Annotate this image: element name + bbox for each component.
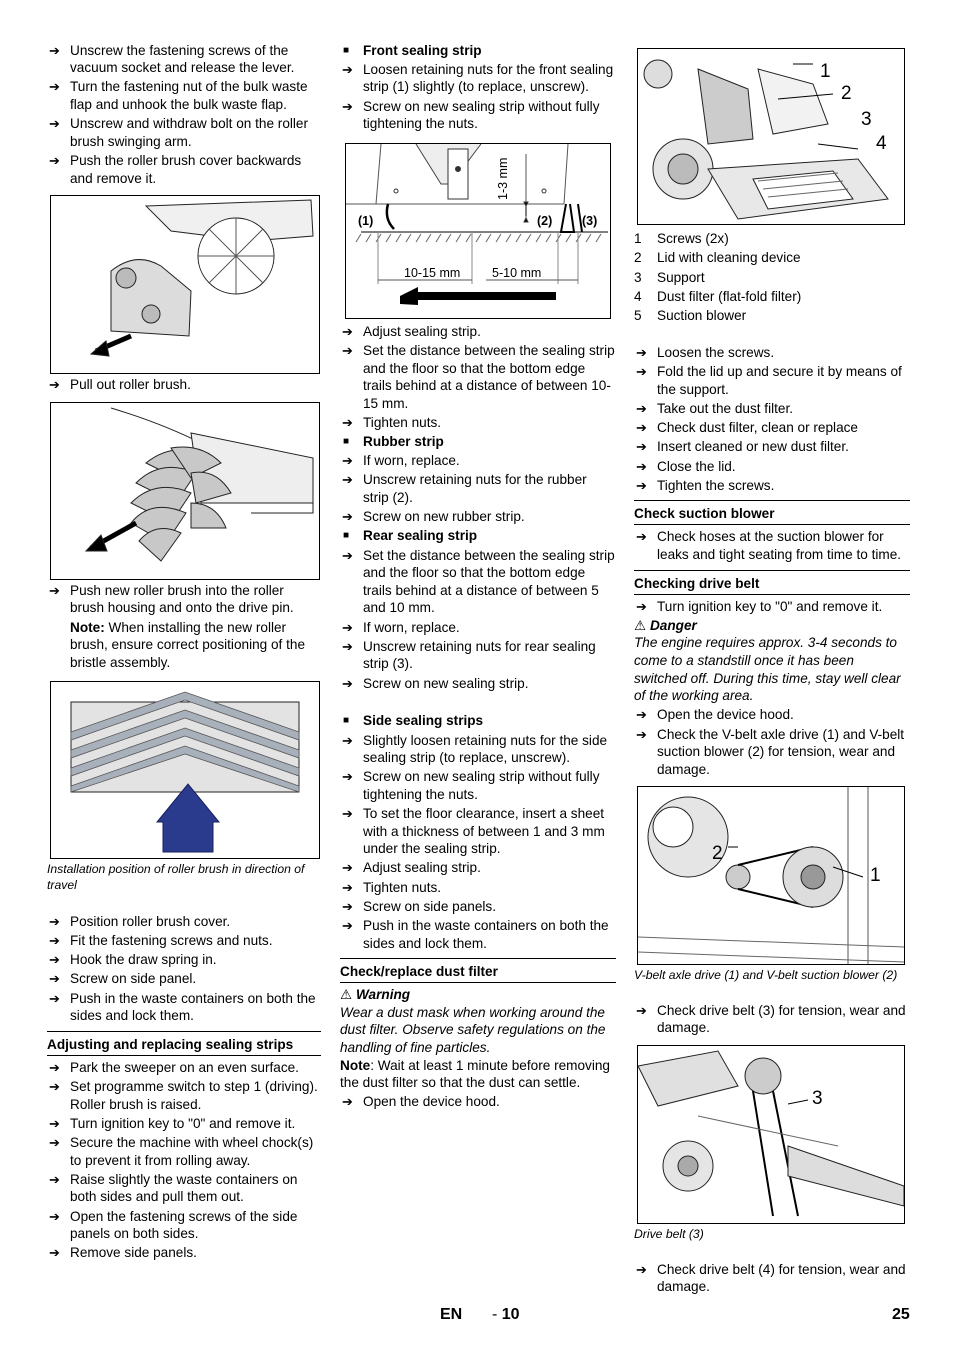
step: ➔ Slightly loosen retaining nuts for the side sealing strip (to replace, unscrew). [342, 732, 608, 766]
step: ➔ Push new roller brush into the roller brush housing and onto the drive pin. [49, 582, 294, 616]
arrow-right-icon: ➔ [342, 860, 353, 876]
diagram-label-1: (1) [358, 213, 374, 228]
figure-label: 2 [712, 843, 723, 865]
arrow-right-icon: ➔ [342, 547, 353, 563]
arrow-right-icon: ➔ [49, 79, 60, 95]
arrow-right-icon: ➔ [49, 582, 60, 598]
column-2 [340, 40, 616, 1113]
figure-dust-filter [637, 48, 905, 225]
arrow-right-icon: ➔ [636, 1261, 647, 1277]
diagram-label-3: (3) [582, 213, 598, 228]
arrow-right-icon: ➔ [49, 377, 60, 393]
warning-heading: ⚠ Warning [340, 987, 411, 1003]
column-1 [47, 40, 321, 1264]
diagram-label-2: (2) [537, 213, 553, 228]
figure-label: 4 [876, 133, 887, 154]
arrow-right-icon: ➔ [636, 707, 647, 723]
figure-legend [634, 229, 910, 325]
legend-item: 1 Screws (2x) [634, 231, 729, 246]
arrow-right-icon: ➔ [49, 152, 60, 168]
step: ➔ Remove side panels. [49, 1245, 197, 1261]
step: ➔ Screw on side panels. [342, 898, 496, 914]
subheading-front-sealing-strip: ■ Front sealing strip [343, 42, 482, 58]
step: ➔ Check hoses at the suction blower for leaks and tight seating from time to time. [636, 529, 902, 562]
step: ➔ Secure the machine with wheel chock(s) to prevent it from rolling away. [49, 1134, 314, 1168]
arrow-right-icon: ➔ [636, 345, 647, 361]
step: ➔ If worn, replace. [342, 453, 460, 469]
footer-page-number: 25 [892, 1306, 910, 1323]
footer-subpage: - 10 [492, 1306, 520, 1323]
arrow-right-icon: ➔ [49, 933, 60, 949]
step: ➔ Screw on new sealing strip without fully tightening the nuts. [342, 98, 600, 132]
arrow-right-icon: ➔ [342, 472, 353, 488]
section-heading-drive-belt: Checking drive belt [634, 570, 910, 595]
square-bullet-icon: ■ [343, 44, 350, 56]
figure-label: 1 [820, 61, 831, 82]
step: ➔ Turn ignition key to "0" and remove it. [49, 1115, 296, 1131]
legend-item: 2 Lid with cleaning device [634, 250, 801, 266]
sealing-strip-diagram [346, 144, 610, 318]
section-heading-sealing-strips: Adjusting and replacing sealing strips [47, 1031, 321, 1056]
arrow-right-icon: ➔ [342, 769, 353, 785]
step: ➔ Unscrew the fastening screws of the vacuum socket and release the lever. [49, 42, 295, 76]
arrow-right-icon: ➔ [636, 1002, 647, 1018]
footer-language: EN [440, 1306, 463, 1323]
step: ➔ Unscrew retaining nuts for rear sealing strip (3). [342, 638, 596, 672]
figure-caption: Installation position of roller brush in direction of travel [47, 862, 305, 893]
arrow-right-icon: ➔ [342, 638, 353, 654]
arrow-right-icon: ➔ [49, 1115, 60, 1131]
arrow-right-icon: ➔ [49, 990, 60, 1006]
step: ➔ Turn the fastening nut of the bulk waste flap and unhook the bulk waste flap. [49, 79, 308, 112]
arrow-right-icon: ➔ [342, 323, 353, 339]
figure-label: 2 [841, 83, 852, 104]
step: ➔ Tighten the screws. [636, 477, 775, 493]
arrow-left-icon [400, 287, 556, 305]
arrow-right-icon: ➔ [342, 342, 353, 358]
danger-heading: ⚠ Danger [634, 617, 697, 633]
arrow-right-icon: ➔ [636, 364, 647, 380]
arrow-right-icon: ➔ [342, 453, 353, 469]
figure-label: 1 [870, 865, 881, 887]
arrow-right-icon: ➔ [342, 98, 353, 114]
arrow-right-icon: ➔ [49, 1171, 60, 1187]
arrow-right-icon: ➔ [342, 732, 353, 748]
arrow-right-icon: ➔ [342, 1094, 353, 1110]
step: ➔ If worn, replace. [342, 619, 460, 635]
danger-text: The engine requires approx. 3-4 seconds to come to a standstill once it has been switched off. During this time, stay well clear of the working area. [634, 635, 901, 704]
step: ➔ Screw on new sealing strip without fully tightening the nuts. [342, 769, 600, 802]
roller-brush-cover-illustration [51, 196, 319, 373]
step: ➔ Loosen the screws. [636, 345, 775, 361]
dust-filter-illustration [638, 49, 904, 224]
arrow-right-icon: ➔ [342, 918, 353, 934]
arrow-right-icon: ➔ [636, 401, 647, 417]
steps-a [634, 344, 910, 494]
warning-triangle-icon: ⚠ [340, 987, 353, 1003]
arrow-right-icon: ➔ [49, 42, 60, 58]
step: ➔ Fit the fastening screws and nuts. [49, 933, 273, 949]
step: ➔ Set the distance between the sealing strip and the floor so that the bottom edge trails behind at a distance of between 10-15 mm. [342, 342, 615, 411]
step: ➔ Push in the waste containers on both the sides and lock them. [342, 918, 609, 951]
arrow-right-icon: ➔ [636, 477, 647, 493]
step: ➔ Adjust sealing strip. [342, 860, 481, 876]
square-bullet-icon: ■ [343, 530, 350, 542]
step: ➔ Close the lid. [636, 458, 736, 474]
section-heading-suction-blower: Check suction blower [634, 500, 910, 525]
legend-item: 3 Support [634, 269, 705, 285]
step: ➔ Park the sweeper on an even surface. [49, 1059, 299, 1075]
legend-item: 5 Suction blower [634, 308, 747, 324]
step: ➔ Position roller brush cover. [49, 913, 231, 929]
figure-caption: Drive belt (3) [634, 1227, 704, 1242]
steps-a [47, 42, 321, 188]
arrow-right-icon: ➔ [636, 598, 647, 614]
square-bullet-icon: ■ [343, 436, 350, 448]
arrow-right-icon: ➔ [49, 116, 60, 132]
step: ➔ Turn ignition key to "0" and remove it. [636, 598, 883, 614]
step: ➔ Adjust sealing strip. [342, 323, 481, 339]
steps-e [47, 1059, 321, 1262]
arrow-right-icon: ➔ [636, 439, 647, 455]
arrow-right-icon: ➔ [636, 726, 647, 742]
arrow-right-icon: ➔ [49, 1134, 60, 1150]
warning-text: Wear a dust mask when working around the dust filter. Observe safety regulations on the handling of fine particles. [340, 1004, 606, 1055]
drive-belt-illustration [638, 1046, 904, 1223]
arrow-right-icon: ➔ [49, 1208, 60, 1224]
arrow-right-icon: ➔ [342, 806, 353, 822]
step: ➔ Set the distance between the sealing strip and the floor so that the bottom edge trails behind at a distance of between 5 and 10 mm. [342, 547, 615, 616]
step: ➔ Screw on new rubber strip. [342, 509, 525, 525]
square-bullet-icon: ■ [343, 715, 350, 727]
step: ➔ Fold the lid up and secure it by means of the support. [636, 364, 902, 397]
figure-brush-installation-position [50, 681, 320, 859]
arrow-right-icon: ➔ [49, 971, 60, 987]
arrow-right-icon: ➔ [49, 1245, 60, 1261]
arrow-right-icon: ➔ [342, 898, 353, 914]
arrow-right-icon: ➔ [342, 61, 353, 77]
figure-label: 3 [812, 1088, 823, 1110]
step: ➔ Unscrew and withdraw bolt on the roller brush swinging arm. [49, 116, 309, 149]
step: ➔ Check drive belt (3) for tension, wear and damage. [636, 1002, 906, 1036]
arrow-right-icon: ➔ [49, 913, 60, 929]
step: ➔ Screw on new sealing strip. [342, 675, 529, 691]
legend-item: 4 Dust filter (flat-fold filter) [634, 288, 802, 304]
step: ➔ Loosen retaining nuts for the front sealing strip (1) slightly (to replace, unscrew). [342, 61, 614, 95]
step: ➔ Push in the waste containers on both the sides and lock them. [49, 990, 316, 1024]
warning-triangle-icon: ⚠ [634, 617, 647, 633]
step: ➔ Tighten nuts. [342, 879, 442, 895]
steps-d [47, 913, 321, 1025]
step: ➔ Tighten nuts. [342, 414, 442, 430]
step: ➔ Open the device hood. [636, 707, 794, 723]
step: ➔ Set programme switch to step 1 (driving). Roller brush is raised. [49, 1079, 318, 1112]
v-belt-illustration [638, 787, 904, 964]
arrow-right-icon: ➔ [636, 420, 647, 436]
arrow-right-icon: ➔ [49, 1079, 60, 1094]
step: ➔ Screw on side panel. [49, 971, 197, 987]
arrow-right-icon: ➔ [342, 879, 353, 895]
note: Note: When installing the new roller brush, ensure correct positioning of the bristle assembly. [70, 619, 306, 670]
diagram-distance-front: 10-15 mm [404, 265, 461, 280]
chevron-brush-illustration [51, 682, 319, 858]
subheading-rubber-strip: ■ Rubber strip [343, 434, 444, 450]
section-heading-dust-filter: Check/replace dust filter [340, 958, 616, 983]
step: ➔ To set the floor clearance, insert a sheet with a thickness of between 1 and 3 mm under the sealing strip. [342, 806, 605, 857]
step: ➔ Check drive belt (4) for tension, wear and damage. [636, 1261, 906, 1295]
diagram-gap-label: 1-3 mm [496, 157, 510, 200]
figure-v-belt-drives [637, 786, 905, 965]
step: ➔ Take out the dust filter. [636, 401, 794, 417]
arrow-right-icon: ➔ [342, 675, 353, 691]
step: ➔ Unscrew retaining nuts for the rubber strip (2). [342, 472, 587, 506]
arrow-right-icon: ➔ [636, 529, 647, 545]
step: ➔ Hook the draw spring in. [49, 952, 217, 968]
step: ➔ Raise slightly the waste containers on both sides and pull them out. [49, 1171, 298, 1205]
roller-brush-illustration [51, 403, 319, 579]
step: ➔ Push the roller brush cover backwards and remove it. [49, 152, 302, 186]
figure-pull-out-roller-brush [50, 402, 320, 580]
note: Note: Wait at least 1 minute before removing the dust filter so that the dust can settle. [340, 1057, 610, 1091]
arrow-right-icon: ➔ [342, 619, 353, 635]
step: ➔ Pull out roller brush. [49, 377, 191, 393]
step: ➔ Check the V-belt axle drive (1) and V-belt suction blower (2) for tension, wear and damage. [636, 726, 905, 777]
step: ➔ Open the device hood. [342, 1094, 500, 1110]
figure-label: 3 [861, 109, 872, 130]
step: ➔ Insert cleaned or new dust filter. [636, 439, 849, 455]
figure-roller-brush-cover [50, 195, 320, 374]
diagram-distance-rear: 5-10 mm [492, 265, 542, 280]
arrow-right-icon: ➔ [342, 509, 353, 525]
arrow-right-icon: ➔ [49, 1059, 60, 1075]
arrow-right-icon: ➔ [49, 952, 60, 968]
arrow-right-icon: ➔ [342, 414, 353, 430]
step: ➔ Check dust filter, clean or replace [636, 420, 858, 436]
arrow-right-icon: ➔ [636, 458, 647, 474]
figure-sealing-strip-diagram [345, 143, 611, 319]
column-3 [634, 40, 910, 1297]
figure-drive-belt-3 [637, 1045, 905, 1224]
figure-caption: V-belt axle drive (1) and V-belt suction blower (2) [634, 968, 898, 983]
step: ➔ Open the fastening screws of the side panels on both sides. [49, 1208, 298, 1242]
subheading-rear-sealing-strip: ■ Rear sealing strip [343, 528, 478, 544]
subheading-side-sealing-strips: ■ Side sealing strips [343, 713, 484, 729]
